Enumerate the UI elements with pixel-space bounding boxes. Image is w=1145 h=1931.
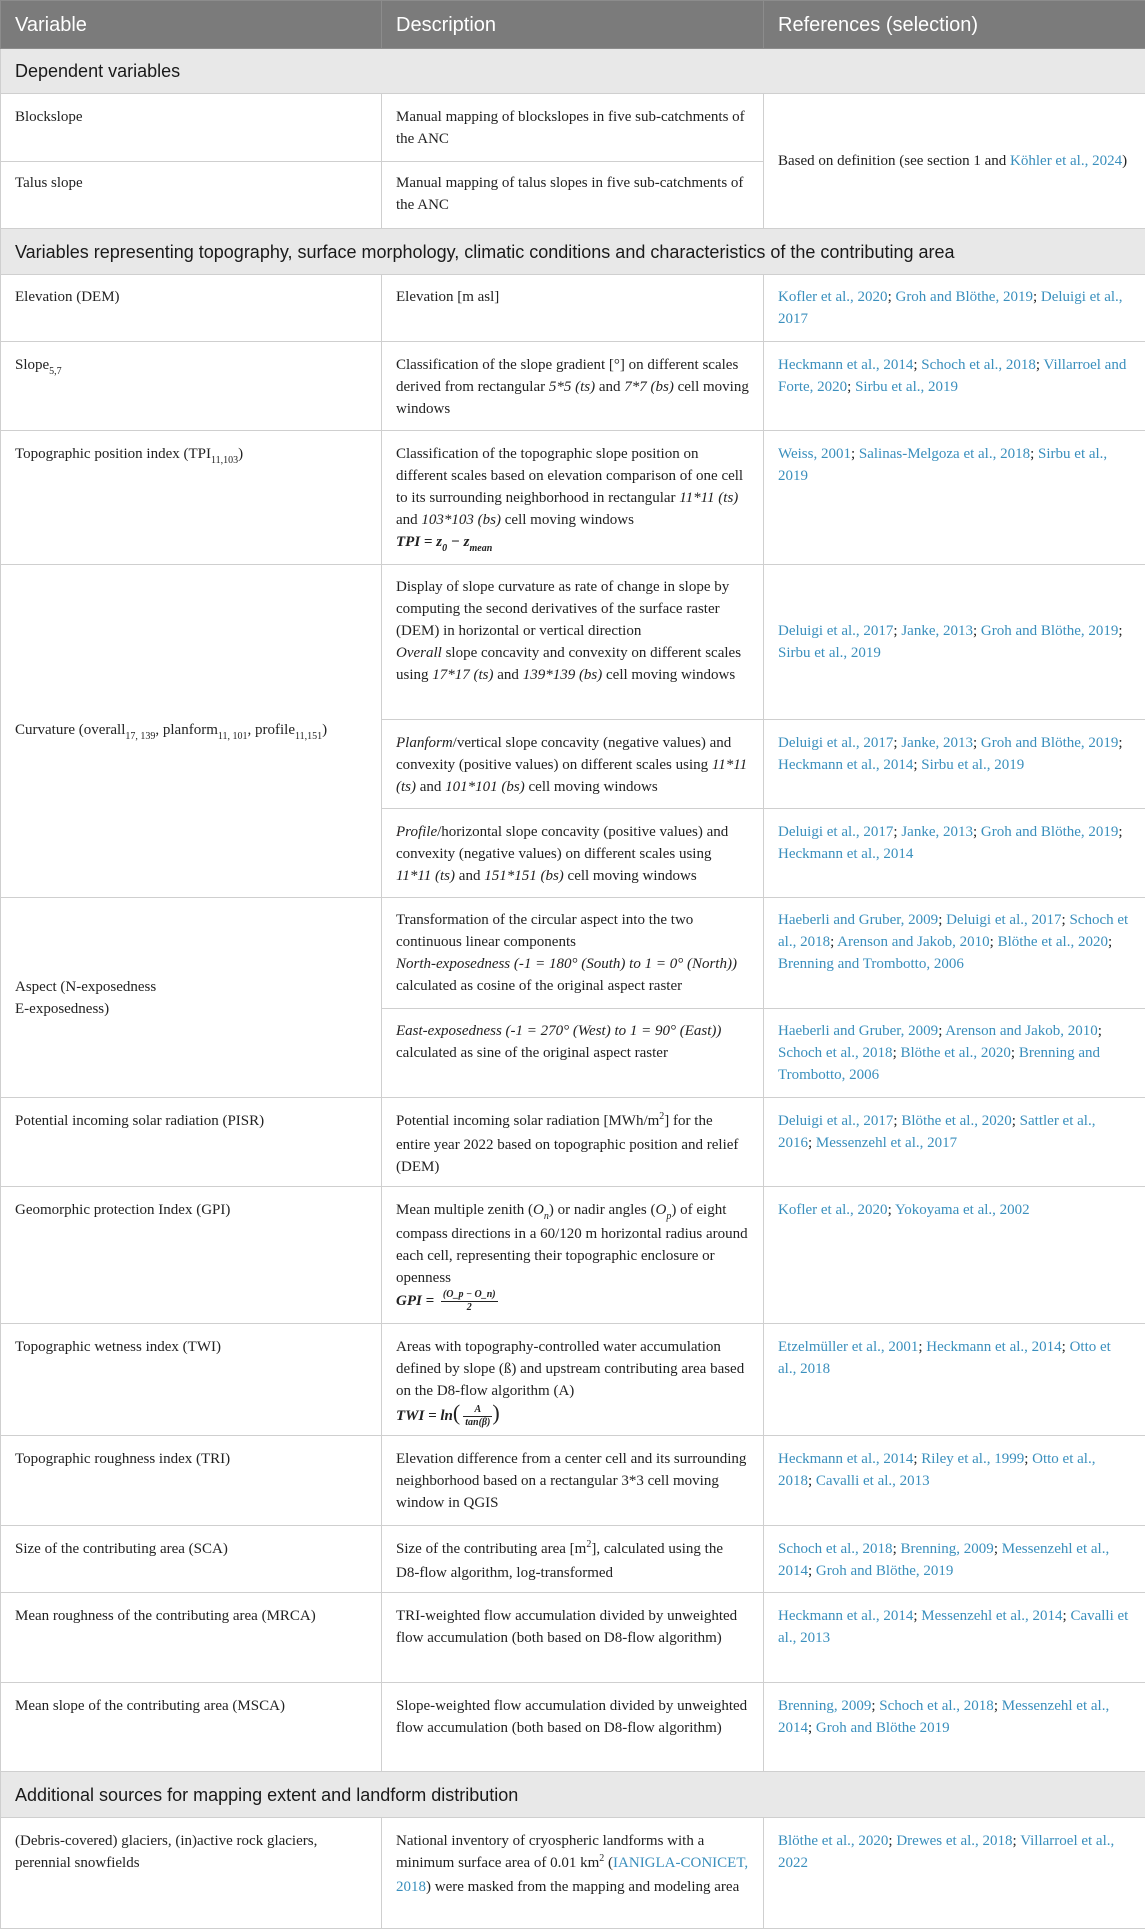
reference-link[interactable]: Arenson and Jakob, 2010: [945, 1023, 1098, 1039]
var-gpi: Geomorphic protection Index (GPI): [1, 1187, 382, 1324]
reference-link[interactable]: Brenning, 2009: [778, 1698, 872, 1714]
reference-link[interactable]: Brenning, 2009: [900, 1541, 994, 1557]
ref-elevation: Kofler et al., 2020; Groh and Blöthe, 2019; Deluigi et al., 2017: [764, 275, 1145, 342]
reference-link[interactable]: Groh and Blöthe, 2019: [815, 1563, 954, 1579]
reference-link[interactable]: Haeberli and Gruber, 2009: [778, 1023, 939, 1039]
section-row: [1, 49, 1145, 94]
reference-link[interactable]: Schoch et al., 2018: [921, 357, 1036, 373]
reference-link[interactable]: Heckmann et al., 2014: [778, 1451, 914, 1467]
ref-slope: Heckmann et al., 2014; Schoch et al., 2018; Villarroel and Forte, 2020; Sirbu et al., 2019: [764, 342, 1145, 431]
reference-link[interactable]: Blöthe et al., 2020: [778, 1833, 889, 1849]
reference-link[interactable]: Kofler et al., 2020: [778, 1202, 888, 1218]
desc-pisr: Potential incoming solar radiation $[MWh/m^2]$ for the entire year 2022 based on topographic position and relief (DEM): [382, 1098, 764, 1187]
var-msca: Mean slope of the contributing area (MSCA): [1, 1683, 382, 1772]
reference-link[interactable]: Etzelmüller et al., 2001: [778, 1339, 919, 1355]
var-curvature: Curvature (overall$_{17, 139}$, planform$_{11, 101}$, profile$_{11,151}$): [1, 565, 382, 898]
reference-link[interactable]: Sattler et al., 2016: [778, 1113, 1096, 1151]
desc-aspect-east: East-exposedness (-1 = 270° (West) to 1 = 90° (East)) calculated as sine of the original aspect raster: [382, 1009, 764, 1098]
ref-mrca: Heckmann et al., 2014; Messenzehl et al., 2014; Cavalli et al., 2013: [764, 1593, 1145, 1683]
reference-link[interactable]: Janke, 2013: [901, 623, 973, 639]
var-pisr: Potential incoming solar radiation (PISR): [1, 1098, 382, 1187]
table-row: [1, 1683, 1145, 1772]
desc-curvature-overall: Display of slope curvature as rate of change in slope by computing the second derivatives of the surface raster (DEM) in horizontal or vertical direction Overall slope concavity and convexity on different scales using 17*17 (ts) and 139*139 (bs) cell moving windows: [382, 565, 764, 720]
reference-link[interactable]: IANIGLA-CONICET, 2018: [396, 1855, 749, 1895]
table-row: [1, 1098, 1145, 1187]
reference-link[interactable]: Kofler et al., 2020: [778, 289, 888, 305]
reference-link[interactable]: Messenzehl et al., 2014: [778, 1698, 1110, 1736]
header-references: References (selection): [764, 1, 1145, 49]
var-talus: Talus slope: [1, 162, 382, 229]
reference-link[interactable]: Blöthe et al., 2020: [901, 1113, 1012, 1129]
tpi-equation: TPI = $z_0 - z_{mean}$: [396, 534, 493, 554]
ref-tri: Heckmann et al., 2014; Riley et al., 1999; Otto et al., 2018; Cavalli et al., 2013: [764, 1436, 1145, 1526]
reference-link[interactable]: Riley et al., 1999: [921, 1451, 1025, 1467]
desc-mrca: TRI-weighted flow accumulation divided by unweighted flow accumulation (both based on D8-flow algorithm): [382, 1593, 764, 1683]
desc-curvature-planform: Planform/vertical slope concavity (negative values) and convexity (positive values) on different scales using 11*11 (ts) and 101*101 (bs) cell moving windows: [382, 720, 764, 809]
table-row: [1, 275, 1145, 342]
reference-link[interactable]: Groh and Blöthe, 2019: [980, 735, 1119, 751]
reference-link[interactable]: Deluigi et al., 2017: [778, 824, 894, 840]
desc-gpi: Mean multiple zenith $(O_n)$ or nadir angles $(O_p)$ of eight compass directions in a 60/120 m horizontal radius around each cell, representing their topographic enclosure or openness GPI = $\frac{(O\_p - O\_n)}{2}$: [382, 1187, 764, 1324]
reference-link[interactable]: Heckmann et al., 2014: [778, 846, 914, 862]
reference-link[interactable]: Sirbu et al., 2019: [778, 645, 881, 661]
desc-twi: Areas with topography-controlled water accumulation defined by slope (ß) and upstream contributing area based on the D8-flow algorithm (A) TWI = ln( $\frac{A}{\tan(\beta)}$ ): [382, 1324, 764, 1436]
reference-link[interactable]: Heckmann et al., 2014: [926, 1339, 1062, 1355]
reference-link[interactable]: Otto et al., 2018: [778, 1451, 1096, 1489]
ref-gpi: Kofler et al., 2020; Yokoyama et al., 2002: [764, 1187, 1145, 1324]
reference-link[interactable]: Deluigi et al., 2017: [778, 735, 894, 751]
reference-link[interactable]: Blöthe et al., 2020: [997, 934, 1108, 950]
table-row: [1, 1818, 1145, 1929]
desc-tri: Elevation difference from a center cell and its surrounding neighborhood based on a rectangular 3*3 cell moving window in QGIS: [382, 1436, 764, 1526]
reference-link[interactable]: Deluigi et al., 2017: [778, 623, 894, 639]
reference-link[interactable]: Sirbu et al., 2019: [778, 446, 1108, 484]
desc-aspect-north: Transformation of the circular aspect into the two continuous linear components North-exposedness (-1 = 180° (South) to 1 = 0° (North)) calculated as cosine of the original aspect raster: [382, 898, 764, 1009]
table-row: [1, 1187, 1145, 1324]
ref-msca: Brenning, 2009; Schoch et al., 2018; Messenzehl et al., 2014; Groh and Blöthe 2019: [764, 1683, 1145, 1772]
table-row: [1, 1526, 1145, 1593]
reference-link[interactable]: Salinas-Melgoza et al., 2018: [858, 446, 1031, 462]
reference-link[interactable]: Heckmann et al., 2014: [778, 757, 914, 773]
table-row: [1, 1593, 1145, 1683]
reference-link[interactable]: Schoch et al., 2018: [879, 1698, 994, 1714]
var-blockslope: Blockslope: [1, 94, 382, 162]
reference-link[interactable]: Deluigi et al., 2017: [946, 912, 1062, 928]
reference-link[interactable]: Sirbu et al., 2019: [921, 757, 1025, 773]
reference-link[interactable]: Groh and Blöthe, 2019: [980, 824, 1119, 840]
ref-aspect-east: Haeberli and Gruber, 2009; Arenson and Jakob, 2010; Schoch et al., 2018; Blöthe et al., 2020; Brenning and Trombotto, 2006: [764, 1009, 1145, 1098]
desc-sca: Size of the contributing area $[m^2]$, calculated using the D8-flow algorithm, log-transformed: [382, 1526, 764, 1593]
ref-pisr: Deluigi et al., 2017; Blöthe et al., 2020; Sattler et al., 2016; Messenzehl et al., 2017: [764, 1098, 1145, 1187]
reference-link[interactable]: Janke, 2013: [901, 735, 973, 751]
var-twi: Topographic wetness index (TWI): [1, 1324, 382, 1436]
gpi-equation: GPI = $\frac{(O\_p - O\_n)}{2}$: [396, 1289, 496, 1313]
reference-link[interactable]: Köhler et al., 2024: [1010, 153, 1123, 169]
header-description: Description: [382, 1, 764, 49]
section-row: [1, 229, 1145, 275]
desc-curvature-profile: Profile/horizontal slope concavity (positive values) and convexity (negative values) on different scales using 11*11 (ts) and 151*151 (bs) cell moving windows: [382, 809, 764, 898]
desc-talus: Manual mapping of talus slopes in five sub-catchments of the ANC: [382, 162, 764, 229]
var-elevation: Elevation (DEM): [1, 275, 382, 342]
reference-link[interactable]: Arenson and Jakob, 2010: [837, 934, 990, 950]
desc-glaciers: National inventory of cryospheric landforms with a minimum surface area of 0.01 $km^2$ (IANIGLA-CONICET, 2018) were masked from the mapping and modeling area: [382, 1818, 764, 1929]
ref-sca: Schoch et al., 2018; Brenning, 2009; Messenzehl et al., 2014; Groh and Blöthe, 2019: [764, 1526, 1145, 1593]
section-row: [1, 1772, 1145, 1818]
reference-link[interactable]: Drewes et al., 2018: [896, 1833, 1013, 1849]
reference-link[interactable]: Cavalli et al., 2013: [815, 1473, 930, 1489]
reference-link[interactable]: Yokoyama et al., 2002: [894, 1202, 1030, 1218]
reference-link[interactable]: Schoch et al., 2018: [778, 912, 1129, 950]
ref-aspect-north: Haeberli and Gruber, 2009; Deluigi et al., 2017; Schoch et al., 2018; Arenson and Jakob, 2010; Blöthe et al., 2020; Brenning and Trombotto, 2006: [764, 898, 1145, 1009]
reference-link[interactable]: Heckmann et al., 2014: [778, 1608, 914, 1624]
var-glaciers: (Debris-covered) glaciers, (in)active rock glaciers, perennial snowfields: [1, 1818, 382, 1929]
var-tpi: Topographic position index $(TPI_{11,103})$: [1, 431, 382, 565]
reference-link[interactable]: Haeberli and Gruber, 2009: [778, 912, 939, 928]
desc-blockslope: Manual mapping of blockslopes in five sub-catchments of the ANC: [382, 94, 764, 162]
reference-link[interactable]: Messenzehl et al., 2017: [815, 1135, 958, 1151]
table-row: [1, 342, 1145, 431]
reference-link[interactable]: Schoch et al., 2018: [778, 1045, 893, 1061]
desc-tpi: Classification of the topographic slope position on different scales based on elevation comparison of one cell to its surrounding neighborhood in rectangular 11*11 (ts) and 103*103 (bs) cell moving windows TPI = $z_0 - z_{mean}$: [382, 431, 764, 565]
reference-link[interactable]: Brenning and Trombotto, 2006: [778, 1045, 1101, 1083]
reference-link[interactable]: Blöthe et al., 2020: [900, 1045, 1011, 1061]
reference-link[interactable]: Deluigi et al., 2017: [778, 1113, 894, 1129]
section-topography: Variables representing topography, surface morphology, climatic conditions and characteristics of the contributing area: [1, 229, 1145, 275]
desc-slope: Classification of the slope gradient [°] on different scales derived from rectangular 5*5 (ts) and 7*7 (bs) cell moving windows: [382, 342, 764, 431]
section-dependent: Dependent variables: [1, 49, 1145, 94]
reference-link[interactable]: Villarroel et al., 2022: [778, 1833, 1115, 1871]
table-row: [1, 94, 1145, 162]
table-row: [1, 431, 1145, 565]
ref-curvature-profile: Deluigi et al., 2017; Janke, 2013; Groh and Blöthe, 2019; Heckmann et al., 2014: [764, 809, 1145, 898]
header-row: [1, 1, 1145, 49]
ref-dependent: Based on definition (see section 1 and Köhler et al., 2024): [764, 94, 1145, 229]
table-row: [1, 565, 1145, 720]
reference-link[interactable]: Janke, 2013: [901, 824, 973, 840]
var-tri: Topographic roughness index (TRI): [1, 1436, 382, 1526]
reference-link[interactable]: Otto et al., 2018: [778, 1339, 1111, 1377]
ref-curvature-planform: Deluigi et al., 2017; Janke, 2013; Groh and Blöthe, 2019; Heckmann et al., 2014; Sirbu et al., 2019: [764, 720, 1145, 809]
ref-glaciers: Blöthe et al., 2020; Drewes et al., 2018; Villarroel et al., 2022: [764, 1818, 1145, 1929]
twi-equation: TWI = ln( $\frac{A}{\tan(\beta)}$ ): [396, 1400, 500, 1429]
reference-link[interactable]: Groh and Blöthe, 2019: [980, 623, 1119, 639]
header-variable: Variable: [1, 1, 382, 49]
var-sca: Size of the contributing area (SCA): [1, 1526, 382, 1593]
var-mrca: Mean roughness of the contributing area (MRCA): [1, 1593, 382, 1683]
desc-msca: Slope-weighted flow accumulation divided by unweighted flow accumulation (both based on D8-flow algorithm): [382, 1683, 764, 1772]
var-aspect: Aspect (N-exposedness E-exposedness): [1, 898, 382, 1098]
reference-link[interactable]: Cavalli et al., 2013: [778, 1608, 1129, 1646]
ref-twi: Etzelmüller et al., 2001; Heckmann et al., 2014; Otto et al., 2018: [764, 1324, 1145, 1436]
table-row: [1, 1324, 1145, 1436]
reference-link[interactable]: Deluigi et al., 2017: [778, 289, 1123, 327]
var-slope: Slope$_{5,7}$: [1, 342, 382, 431]
reference-link[interactable]: Heckmann et al., 2014: [778, 357, 914, 373]
ref-curvature-overall: Deluigi et al., 2017; Janke, 2013; Groh and Blöthe, 2019; Sirbu et al., 2019: [764, 565, 1145, 720]
reference-link[interactable]: Messenzehl et al., 2014: [778, 1541, 1110, 1579]
table-row: [1, 1436, 1145, 1526]
reference-link[interactable]: Weiss, 2001: [778, 446, 851, 462]
desc-elevation: Elevation [m asl]: [382, 275, 764, 342]
reference-link[interactable]: Sirbu et al., 2019: [855, 379, 958, 395]
ref-tpi: Weiss, 2001; Salinas-Melgoza et al., 2018; Sirbu et al., 2019: [764, 431, 1145, 565]
table-row: [1, 898, 1145, 1009]
reference-link[interactable]: Groh and Blöthe 2019: [815, 1720, 950, 1736]
reference-link[interactable]: Messenzehl et al., 2014: [921, 1608, 1063, 1624]
reference-link[interactable]: Groh and Blöthe, 2019: [895, 289, 1033, 305]
reference-link[interactable]: Schoch et al., 2018: [778, 1541, 893, 1557]
reference-link[interactable]: Villarroel and Forte, 2020: [778, 357, 1127, 395]
reference-link[interactable]: Brenning and Trombotto, 2006: [778, 956, 964, 972]
section-additional: Additional sources for mapping extent and landform distribution: [1, 1772, 1145, 1818]
